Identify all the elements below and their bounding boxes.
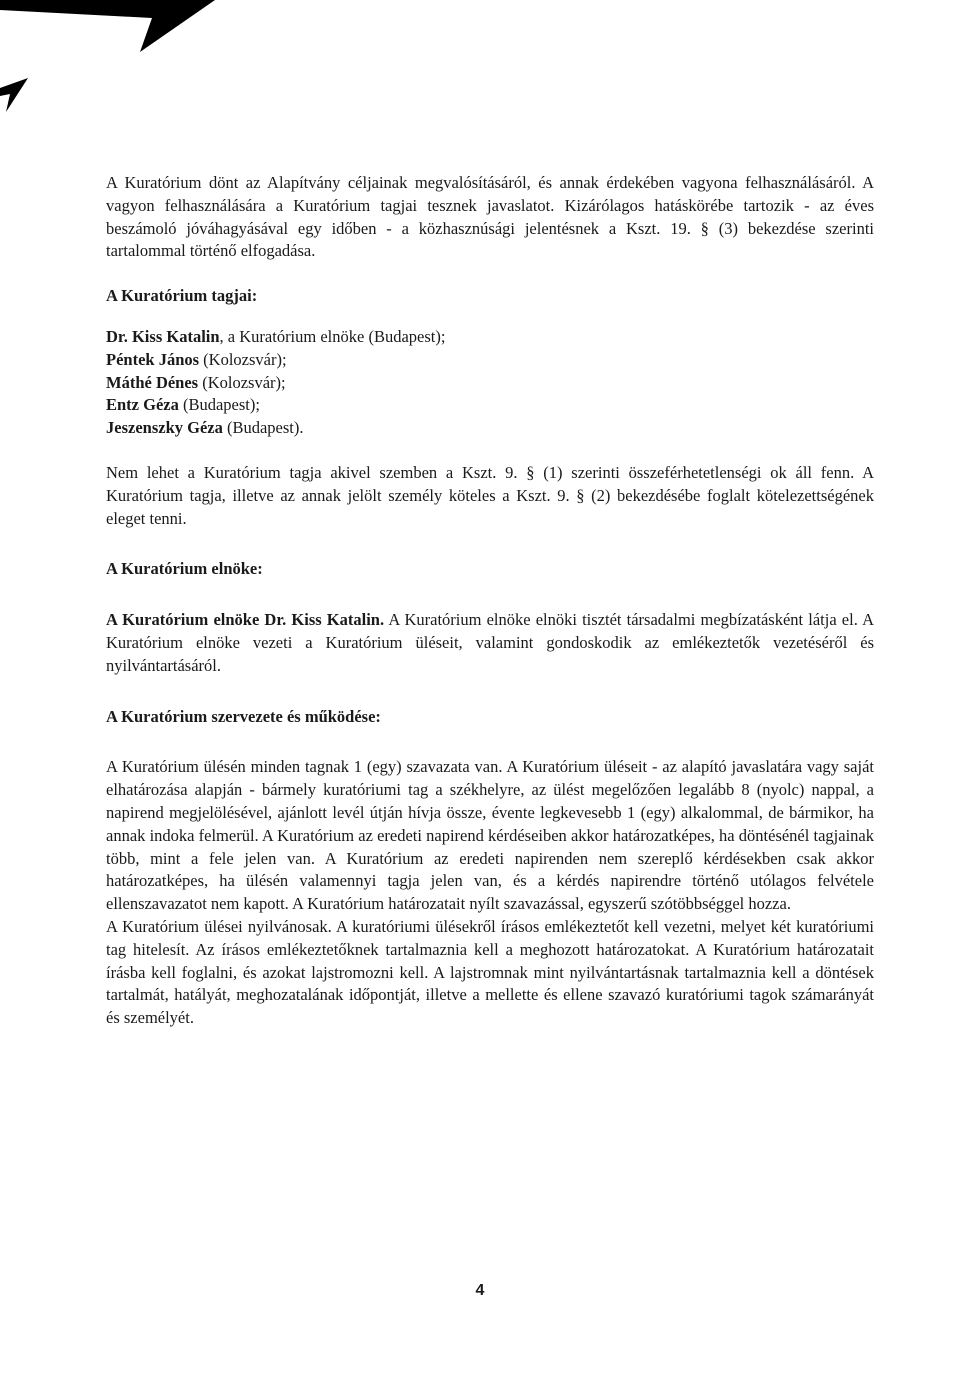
member-item xyxy=(106,417,874,440)
member-name: Dr. Kiss Katalin xyxy=(106,326,220,346)
member-detail: (Budapest); xyxy=(178,395,260,415)
member-item xyxy=(106,394,874,417)
scan-artifact-mark xyxy=(0,0,240,130)
paragraph-publicity: A Kuratórium ülései nyilvánosak. A kuratóriumi ülésekről írásos emlékeztetőt kell vezetni, melyet két kuratóriumi tag hitelesít. Az írásos emlékeztetőknek tartalmaznia kell a meghozott határozatokat. A Kuratórium határozatait írásba kell foglalni, és azokat lajstromozni kell. A lajstromnak mint nyilvántartásnak tartalmaznia kell a döntések tartalmát, hatályát, meghozatalának időpontját, illetve a mellette és ellene szavazó kuratóriumi tagok számarányát és személyét. xyxy=(106,916,874,1028)
paragraph-incompatibility: Nem lehet a Kuratórium tagja akivel szemben a Kszt. 9. § (1) szerinti összeférhetetlenségi ok áll fenn. A Kuratórium tagja, illetve az annak jelölt személy köteles a Kszt. 9. § (2) bekezdésébe foglalt kötelezettségének eleget tenni. xyxy=(106,462,874,528)
members-heading: A Kuratórium tagjai: xyxy=(106,286,258,306)
member-detail: (Kolozsvár); xyxy=(198,372,286,392)
member-item xyxy=(106,372,874,395)
organization-heading: A Kuratórium szervezete és működése: xyxy=(106,706,381,726)
page-number: 4 xyxy=(475,1282,485,1299)
member-item xyxy=(106,349,874,372)
chair-heading: A Kuratórium elnöke: xyxy=(106,559,263,579)
member-name: Entz Géza xyxy=(106,395,179,415)
member-item xyxy=(106,326,874,349)
paragraph-chair xyxy=(106,609,874,677)
paragraph-meetings: A Kuratórium ülésén minden tagnak 1 (egy) szavazata van. A Kuratórium üléseit - az alapító javaslatára vagy saját elhatározása alapján - bármely kuratóriumi tag a székhelyre, az ülést megelőzően legalább 8 (nyolc) nappal, a napirend megjelölésével, ajánlott levél útján hívja össze, évente legkevesebb 1 (egy) alkalommal, de bármikor, ha annak indoka felmerül. A Kuratórium az eredeti napirend kérdéseiben akkor határozatképes, ha döntésénél tagjainak több, mint a fele jelen van. A Kuratórium az eredeti napirenden nem szereplő kérdésekben csak akkor határozatképes, ha ülésén valamennyi tagja jelen van, és a kérdés napirendre történő utólagos felvétele ellenszavazatot nem kapott. A Kuratórium határozatait nyílt szavazással, egyszerű szótöbbséggel hozza. xyxy=(106,757,874,914)
chair-text: A Kuratórium elnöke elnöki tisztét társadalmi megbízatásként látja el. A Kuratórium elnöke vezeti a Kuratórium üléseit, valamint gondoskodik az emlékeztetők vezetéséről és nyilvántartásáról. xyxy=(106,610,874,675)
member-detail: (Budapest). xyxy=(222,418,304,438)
members-list xyxy=(106,326,874,440)
chair-lead: A Kuratórium elnöke Dr. Kiss Katalin. xyxy=(106,610,385,630)
member-detail: , a Kuratórium elnöke (Budapest); xyxy=(219,326,446,346)
document-page xyxy=(106,172,874,1030)
paragraph-decision-authority: A Kuratórium dönt az Alapítvány céljainak megvalósításáról, és annak érdekében vagyona felhasználásáról. A vagyon felhasználására a Kuratórium tagjai tesznek javaslatot. Kizárólagos hatáskörébe tartozik - az éves beszámoló jóváhagyásával egy időben - a közhasznúsági jelentésnek a Kszt. 19. § (3) bekezdése szerinti tartalommal történő elfogadása. xyxy=(106,173,874,261)
member-detail: (Kolozsvár); xyxy=(199,349,287,369)
member-name: Péntek János xyxy=(106,349,200,369)
member-name: Jeszenszky Géza xyxy=(106,418,223,438)
member-name: Máthé Dénes xyxy=(106,372,199,392)
